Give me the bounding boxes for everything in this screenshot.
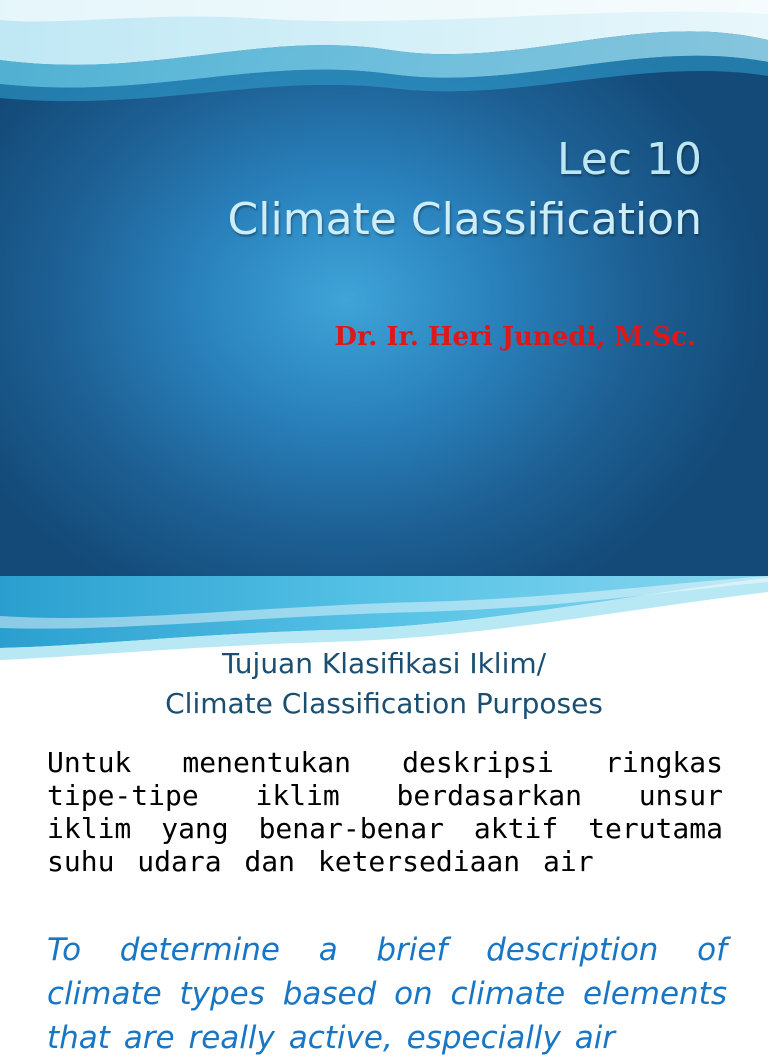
english-paragraph: To determine a brief description of climate types based on climate elements that are really active, especially air [47, 932, 727, 1056]
heading-line-2: Climate Classification Purposes [165, 687, 603, 720]
slide-title [0, 130, 702, 250]
purpose-heading [0, 644, 768, 724]
indonesian-paragraph: Untuk menentukan deskripsi ringkas tipe-tipe iklim berdasarkan unsur iklim yang benar-benar aktif terutama suhu udara dan ketersediaan air [47, 746, 723, 878]
title-line-1: Lec 10 [557, 134, 702, 185]
author-name: Dr. Ir. Heri Junedi, M.Sc. [334, 322, 696, 352]
heading-line-1: Tujuan Klasifikasi Iklim/ [221, 647, 547, 680]
content-slide [0, 576, 768, 1056]
title-line-2: Climate Classification [227, 194, 702, 245]
